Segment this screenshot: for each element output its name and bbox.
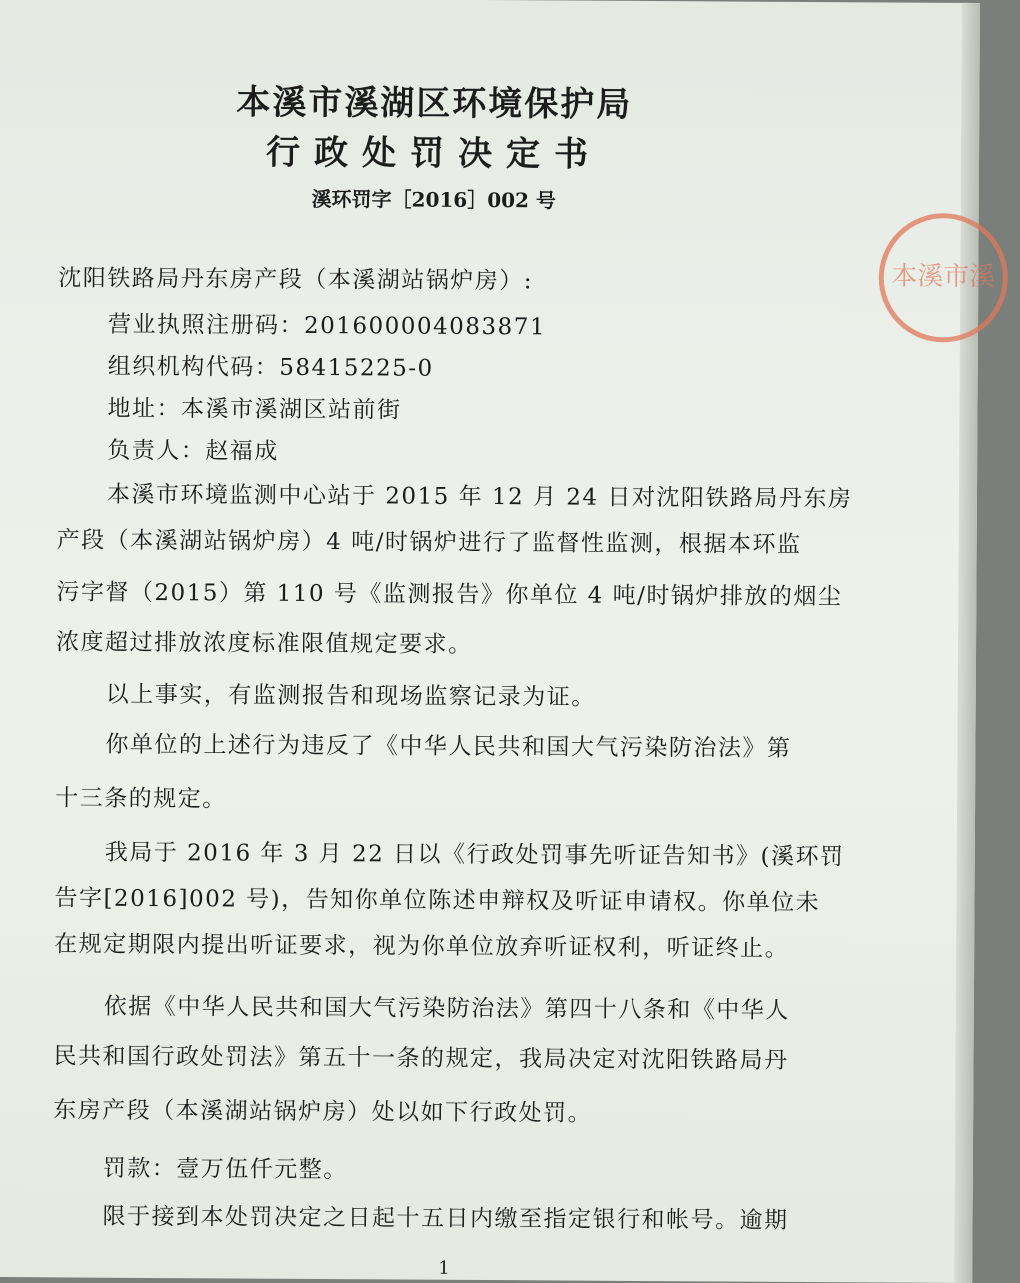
paragraph-line: 限于接到本处罚决定之日起十五日内缴至指定银行和帐号。逾期 (102, 1203, 789, 1234)
paragraph-line: 十三条的规定。 (55, 785, 227, 813)
organization-code: 组织机构代码：58415225-0 (107, 353, 434, 382)
issuing-authority: 本溪市溪湖区环境保护局 (236, 82, 633, 125)
paragraph-line: 以上事实，有监测报告和现场监察记录为证。 (105, 681, 596, 711)
business-license: 营业执照注册码：201600004083871 (107, 311, 547, 341)
paragraph-line: 我局于 2016 年 3 月 22 日以《行政处罚事先听证告知书》(溪环罚 (104, 839, 845, 871)
page-edge (954, 3, 980, 1283)
fine-amount: 罚款：壹万伍仟元整。 (102, 1155, 348, 1184)
responsible-person: 负责人：赵福成 (107, 437, 279, 465)
official-seal-stamp (868, 202, 1019, 353)
recipient-name: 沈阳铁路局丹东房产段（本溪湖站锅炉房）: (58, 265, 534, 295)
document-number: 溪环罚字［2016］002 号 (311, 186, 557, 213)
paragraph-line: 你单位的上述行为违反了《中华人民共和国大气污染防治法》第 (105, 731, 792, 762)
document-type-title: 行政处罚决定书 (265, 132, 603, 175)
paragraph-line: 在规定期限内提出听证要求，视为你单位放弃听证权利，听证终止。 (54, 931, 790, 962)
paragraph-line: 依据《中华人民共和国大气污染防治法》第四十八条和《中华人 (103, 993, 790, 1024)
paragraph-line: 产段（本溪湖站锅炉房）4 吨/时锅炉进行了监督性监测，根据本环监 (56, 527, 802, 558)
svg-text:本溪市溪: 本溪市溪 (891, 261, 996, 293)
paragraph-line: 东房产段（本溪湖站锅炉房）处以如下行政处罚。 (53, 1097, 593, 1127)
paragraph-line: 告字[2016]002 号)，告知你单位陈述申辩权及听证申请权。你单位未 (54, 885, 821, 917)
paragraph-line: 污字督（2015）第 110 号《监测报告》你单位 4 吨/时锅炉排放的烟尘 (56, 579, 843, 611)
page-number: 1 (438, 1257, 450, 1279)
paragraph-line: 民共和国行政处罚法》第五十一条的规定，我局决定对沈阳铁路局丹 (53, 1043, 789, 1074)
paragraph-line: 浓度超过排放浓度标准限值规定要求。 (55, 629, 473, 658)
address: 地址：本溪市溪湖区站前街 (107, 395, 402, 424)
paragraph-line: 本溪市环境监测中心站于 2015 年 12 月 24 日对沈阳铁路局丹东房 (106, 481, 853, 513)
